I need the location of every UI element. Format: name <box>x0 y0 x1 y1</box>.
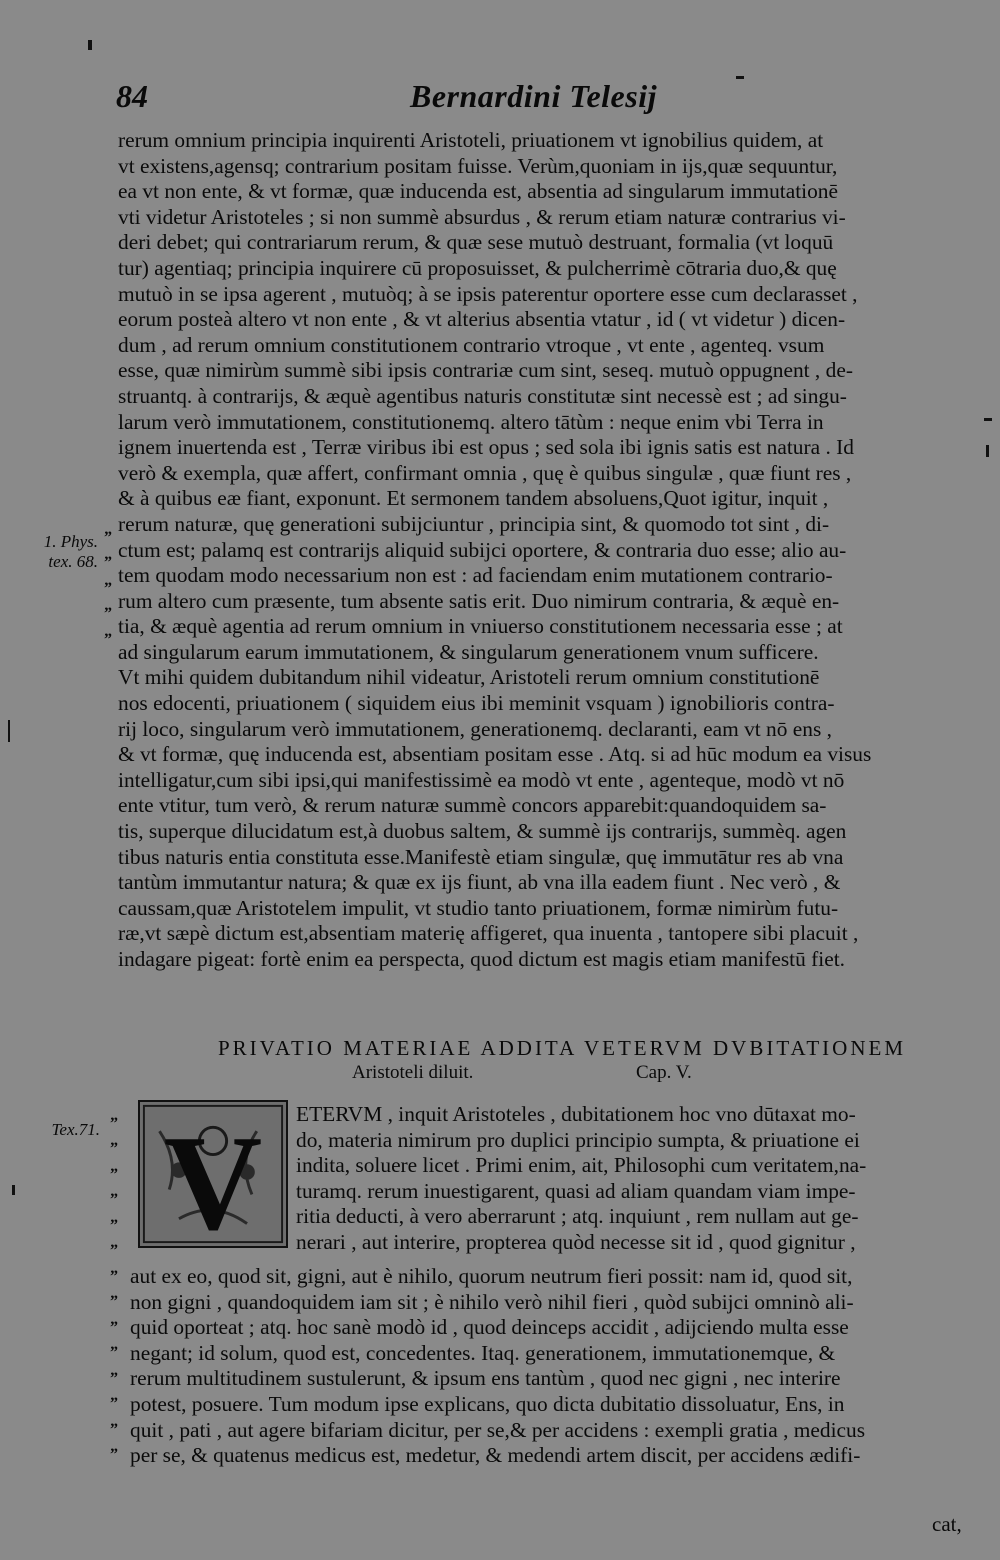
ink-speck <box>986 445 989 457</box>
text-line: esse, quæ nimirùm summè sibi ipsis contrariæ cum sint, seseq. mutuò oppugnent , de- <box>118 358 853 383</box>
quote-mark: ” <box>104 554 112 571</box>
chapter-label: Cap. V. <box>636 1062 692 1083</box>
text-line: per se, & quatenus medicus est, medetur, & medendi artem discit, per accidens ædifi- <box>130 1443 861 1468</box>
text-line: quid oporteat ; atq. hoc sanè modò id , quod deinceps accidit , adijciendo multa esse <box>130 1315 849 1340</box>
text-line: negant; id solum, quod est, concedentes. Itaq. generationem, immutationemque, & <box>130 1340 836 1365</box>
text-line: non gigni , quandoquidem iam sit ; è nihilo verò nihil fieri , quòd subijci omninò ali- <box>130 1289 854 1314</box>
text-line: ctum est; palamq est contrarijs aliquid subijci oportere, & contraria duo esse; alio au- <box>118 537 847 562</box>
quote-mark: ” <box>110 1370 118 1387</box>
section-subtitle: Aristoteli diluit. <box>352 1062 474 1083</box>
quote-mark: ” <box>104 605 112 622</box>
margin-note-line: tex. 68. <box>48 552 98 571</box>
text-line: nos edocenti, priuationem ( siquidem eius ibi meminit vsquam ) ignobilioris contra- <box>118 691 835 716</box>
text-line: tem quodam modo necessarium non est : ad faciendam enim mutationem contrario- <box>118 563 833 588</box>
quote-mark: ” <box>110 1115 118 1132</box>
decorated-initial <box>138 1100 288 1248</box>
quote-mark: ” <box>110 1268 118 1285</box>
quote-mark: ” <box>110 1344 118 1361</box>
quote-mark: ” <box>110 1319 118 1336</box>
running-head: Bernardini Telesij <box>410 78 657 114</box>
page-header <box>0 78 1000 126</box>
text-line: ritia deducti, à vero aberrarunt ; atq. inquiunt , rem nullam aut ge- <box>296 1204 859 1229</box>
text-line: rum altero cum præsente, tum absente satis erit. Duo nimirum contraria, & æquè en- <box>118 588 840 613</box>
text-line: verò & exempla, quæ affert, confirmant omnia , quę è quibus singulæ , quæ fiunt res , <box>118 460 852 485</box>
quote-mark: ” <box>110 1191 118 1208</box>
text-line: ea vt non ente, & vt formæ, quæ inducenda est, absentia ad singularum immutationē <box>118 179 838 204</box>
text-line: larum verò immutationem, constitutionemq. altero tātùm : neque enim vbi Terra in <box>118 409 824 434</box>
text-line: struantq. à contrarijs, & æquè agentibus naturis constitutæ sint necessè est ; ad singu- <box>118 383 847 408</box>
text-line: caussam,quæ Aristotelem impulit, vt studio tanto priuationem, formæ nimirùm futu- <box>118 895 839 920</box>
quote-mark: ” <box>104 580 112 597</box>
text-line: ente vtitur, tum verò, & rerum naturæ summè concors apparebit:quandoquidem sa- <box>118 793 827 818</box>
ink-speck <box>88 40 92 50</box>
quote-mark: ” <box>110 1293 118 1310</box>
text-line: tur) agentiaq; principia inquirere cū proposuisset, & pulcherrimè cōtraria duo,& quę <box>118 255 837 280</box>
text-line: indagare pigeat: fortè enim ea perspecta, quod dictum est magis etiam manifestū fiet. <box>118 947 846 971</box>
quote-mark: ” <box>110 1242 118 1259</box>
text-line: eorum posteà altero vt non ente , & vt alterius absentia vtatur , id ( vt videtur ) dicen- <box>118 307 846 332</box>
text-line: rerum multitudinem sustulerunt, & ipsum ens tantùm , quod nec gigni , nec interire <box>130 1366 841 1391</box>
text-line: ræ,vt sæpè dictum est,absentiam materię affigeret, qua inuenta , tantopere sibi placuit , <box>118 921 859 946</box>
quote-mark: ” <box>110 1446 118 1463</box>
text-line: vt existens,agensq; contrarium positam fuisse. Verùm,quoniam in ijs,quæ sequuntur, <box>118 153 838 178</box>
text-line: tibus naturis entia constituta esse.Manifestè etiam singulæ, quę immutātur res ab vna <box>118 844 844 869</box>
body-text <box>118 128 970 973</box>
ink-speck <box>12 1185 15 1195</box>
quote-mark: ” <box>110 1140 118 1157</box>
margin-note-phys <box>20 532 98 572</box>
text-line: rij loco, singularum verò immutationem, generationemq. declaranti, eam vt nō ens , <box>118 716 833 741</box>
margin-note-line: 1. Phys. <box>43 532 98 551</box>
quote-mark: ” <box>110 1217 118 1234</box>
dropcap-paragraph <box>296 1102 972 1256</box>
text-line: intelligatur,cum sibi ipsi,qui manifestissimè ea modò vt ente , agenteque, modò vt nō <box>118 767 845 792</box>
text-line: vti videtur Aristoteles ; si non summè absurdus , & rerum etiam naturæ contrarius vi- <box>118 204 846 229</box>
text-line: dum , ad rerum omnium constitutionem contrario vtroque , vt ente , agenteq. vsum <box>118 332 825 357</box>
quote-mark: ” <box>110 1395 118 1412</box>
text-line: mutuò in se ipsa agerent , mutuòq; à se ipsis paterentur oportere esse cum declarasset , <box>118 281 858 306</box>
margin-note-tex <box>28 1120 100 1140</box>
text-line: ETERVM , inquit Aristoteles , dubitationem hoc vno dūtaxat mo- <box>296 1102 856 1126</box>
text-line: aut ex eo, quod sit, gigni, aut è nihilo, quorum neutrum fieri possit: nam id, quod sit, <box>130 1264 853 1288</box>
continued-paragraph <box>130 1264 972 1469</box>
decorated-initial-art <box>140 1102 286 1246</box>
text-line: nerari , aut interire, propterea quòd necesse sit id , quod gignitur , <box>296 1229 856 1254</box>
text-line: turamq. rerum inuestigarent, quasi ad aliam quandam viam impe- <box>296 1178 856 1203</box>
text-line: rerum naturæ, quę generationi subijciuntur , principia sint, & quomodo tot sint , di- <box>118 511 830 536</box>
text-line: ad singularum earum immutationem, & singularum generationem vnum sufficere. <box>118 639 819 664</box>
text-line: & à quibus eæ fiant, exponunt. Et sermonem tandem absoluens,Quot igitur, inquit , <box>118 486 829 511</box>
ink-speck <box>8 720 10 742</box>
text-line: quit , pati , aut agere bifariam dicitur, per se,& per accidens : exempli gratia , medicus <box>130 1417 866 1442</box>
text-line: tis, superque dilucidatum est,à duobus saltem, & summè ijs contrarijs, summèq. agen <box>118 819 847 844</box>
text-line: tantùm immutantur natura; & quæ ex ijs fiunt, ab vna illa eadem fiunt . Nec verò , & <box>118 870 841 895</box>
section-title: PRIVATIO MATERIAE ADDITA VETERVM DVBITATIONEM <box>217 1036 906 1060</box>
text-line: deri debet; qui contrariarum rerum, & quæ sese mutuò destruant, formalia (vt loquū <box>118 230 834 255</box>
text-line: potest, posuere. Tum modum ipse explicans, quo dicta dubitatio dissoluatur, Ens, in <box>130 1391 845 1416</box>
quote-mark: ” <box>110 1166 118 1183</box>
page-number: 84 <box>116 78 148 114</box>
quote-mark: ” <box>110 1421 118 1438</box>
quote-mark: ” <box>104 631 112 648</box>
text-line: ignem inuertenda est , Terræ viribus ibi est opus ; sed sola ibi ignis satis est natura . Id <box>118 435 854 460</box>
initial-letter: V <box>163 1108 263 1246</box>
text-line: rerum omnium principia inquirenti Aristoteli, priuationem vt ignobilius quidem, at <box>118 128 824 152</box>
text-line: tia, & æquè agentia ad rerum omnium in vniuerso constitutionem necessaria esse ; at <box>118 614 843 639</box>
margin-note-line: Tex.71. <box>51 1120 100 1139</box>
text-line: & vt formæ, quę inducenda est, absentiam positam esse . Atq. si ad hūc modum ea visus <box>118 742 872 767</box>
text-line: Vt mihi quidem dubitandum nihil videatur, Aristoteli rerum omnium constitutionē <box>118 665 820 690</box>
ink-speck <box>984 418 992 421</box>
text-line: do, materia nimirum pro duplici principio sumpta, & priuatione ei <box>296 1127 860 1152</box>
catchword: cat, <box>932 1512 962 1536</box>
text-line: indita, soluere licet . Primi enim, ait, Philosophi cum veritatem,na- <box>296 1153 867 1178</box>
quote-mark: ” <box>104 529 112 546</box>
